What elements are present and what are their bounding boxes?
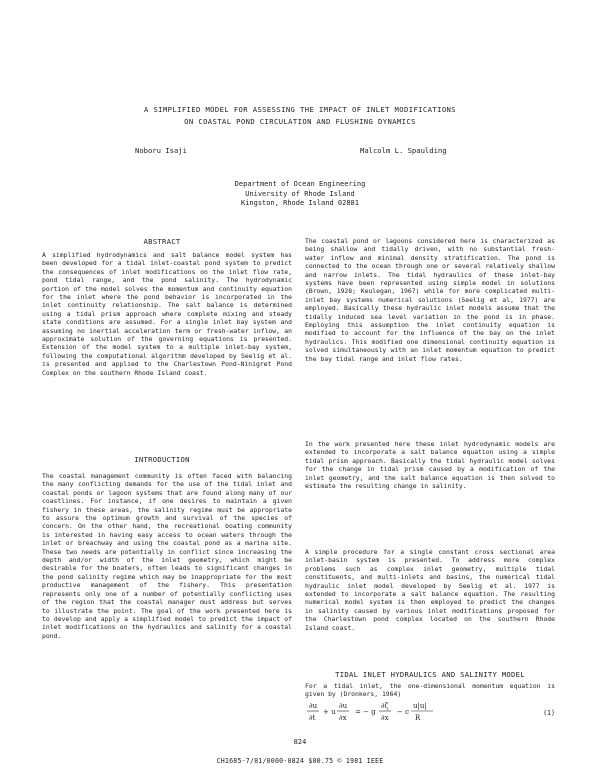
affiliation-university: University of Rhode Island [245,189,355,198]
svg-text:− c: − c [397,708,410,716]
right-column-paragraph-2 [305,440,555,510]
section-heading-tidal-inlet: TIDAL INLET HYDRAULICS AND SALINITY MODEL [335,670,525,679]
body-paragraph: For a tidal inlet, the one-dimensional momentum equation is given by (Dronkers, 1964) [305,682,555,699]
affiliation-department: Department of Ocean Engineering [234,180,366,188]
right-column-paragraph-3 [305,548,555,658]
introduction-text [42,472,292,662]
introduction-paragraph: The coastal management community is often faced with balancing the many conflicting demands for the use of the tidal inlet and coastal ponds or lagoon systems that are found along many of our coastlines. For instance, if one desires to maintain a given fishery in these areas, the salinity regime must be appropriate to assure the optimum growth and survival of the species of concern. On the other hand, the recreational boating community is interested in having easy access to ocean waters through the inlet or breachway and using the coastal pond as a marina site. These two needs are potentially in conflict since increasing the depth and/or width of the inlet geometry, which might be desirable for the boaters, often leads to significant changes in the pond salinity regime which may be inappropriate for the most productive management of the fishery. This presentation represents only one of a number of potentially conflicting uses of the region that the coastal manager must address but serves to illustrate the point. The goal of the work presented here is to develop and apply a simplified model to predict the impact of inlet modifications on the hydraulics and salinity for a coastal pond. [42,472,292,640]
svg-text:+ u: + u [323,708,336,716]
svg-text:∂u: ∂u [309,702,318,710]
paper-title-line-2: ON COASTAL POND CIRCULATION AND FLUSHING DYNAMICS [184,117,416,126]
right-column-paragraph-1 [305,237,555,432]
paper-title-line-1: A SIMPLIFIED MODEL FOR ASSESSING THE IMPACT OF INLET MODIFICATIONS [144,105,456,114]
equation-number: (1) [543,709,555,717]
svg-text:= − g: = − g [355,708,376,716]
affiliation [200,180,400,209]
body-paragraph: A simple procedure for a single constant cross sectional area inlet-basin system is presented. To address more complex problems such as complex inlet geometry, multiple tidal constituents, and multi-inlets and basins, the numerical tidal hydraulic inlet model developed by Seelig et al. 1977 is extended to incorporate a salt balance equation. The resulting numerical model system is then employed to predict the changes in salinity caused by various inlet modifications proposed for the Charlestown pond complex located on the southern Rhode Island coast. [305,548,555,632]
svg-text:∂t: ∂t [309,714,316,722]
svg-text:R: R [415,714,421,722]
author-1: Noboru Isaji [135,146,187,155]
right-column-paragraph-4 [305,682,555,700]
equation-graphic [305,699,515,731]
svg-text:∂x: ∂x [339,714,347,722]
momentum-equation [305,699,555,731]
introduction-heading: INTRODUCTION [134,455,190,464]
abstract-paragraph: A simplified hydrodynamics and salt balance model system has been developed for a tidal inlet-coastal pond system to predict the consequences of inlet modifications on the inlet flow rate, pond tidal range, and the pond salinity. The hydrodynamic portion of the model solves the momentum and continuity equation for the inlet where the pond behavior is incorporated in the inlet continuity relationship. The salt balance is determined using a tidal prism approach where complete mixing and steady state conditions are assumed. For a single inlet bay system and assuming no inertial acceleration term or fresh-water inflow, an approximate solution of the governing equations is presented. Extension of the model system to a multiple inlet-bay system, following the computational algorithm developed by Seelig et al. is presented and applied to the Charlestown Pond-Ninigret Pond Complex on the southern Rhode Island coast. [42,251,292,377]
abstract-text [42,251,292,421]
abstract-heading: ABSTRACT [143,237,181,246]
copyright-footer: CH1685-7/81/0000-0824 $00.75 © 1981 IEEE [216,757,384,765]
svg-text:∂ζ: ∂ζ [381,702,389,710]
affiliation-location: Kingston, Rhode Island 02881 [240,199,359,207]
svg-text:∂x: ∂x [381,714,389,722]
body-paragraph: The coastal pond or lagoons considered here is characterized as being shallow and tidally driven, with no substantial fresh-water inflow and minimal density stratification. The pond is connected to the ocean through one or several relatively shallow and narrow inlets. The tidal hydraulics of these inlet-bay systems have been represented using simple model in solutions (Brown, 1928; Keulegan, 1967) while for more complicated multi-inlet bay systems numerical solutions (Seelig et al, 1977) are employed. Basically these hydraulic inlet models assume that the tidally induced sea level variation in the pond is in phase. Employing this assumption the inlet continuity equation is modified to account for the influence of the bay on the inlet hydraulics. This modified one dimensional continuity equation is solved simultaneously with an inlet momentum equation to predict the bay tidal range and inlet flow rates. [305,237,555,363]
author-2: Malcolm L. Spaulding [360,146,447,155]
body-paragraph: In the work presented here these inlet hydrodynamic models are extended to incorporate a salt balance equation using a simple tidal prism approach. Basically the tidal hydraulic model solves for the change in tidal prism caused by a modification of the inlet geometry, and the salt balance equation is then solved to estimate the resulting change in salinity. [305,440,555,491]
page-number: 824 [293,738,307,746]
svg-text:u|u|: u|u| [413,702,427,710]
svg-text:∂u: ∂u [339,702,348,710]
